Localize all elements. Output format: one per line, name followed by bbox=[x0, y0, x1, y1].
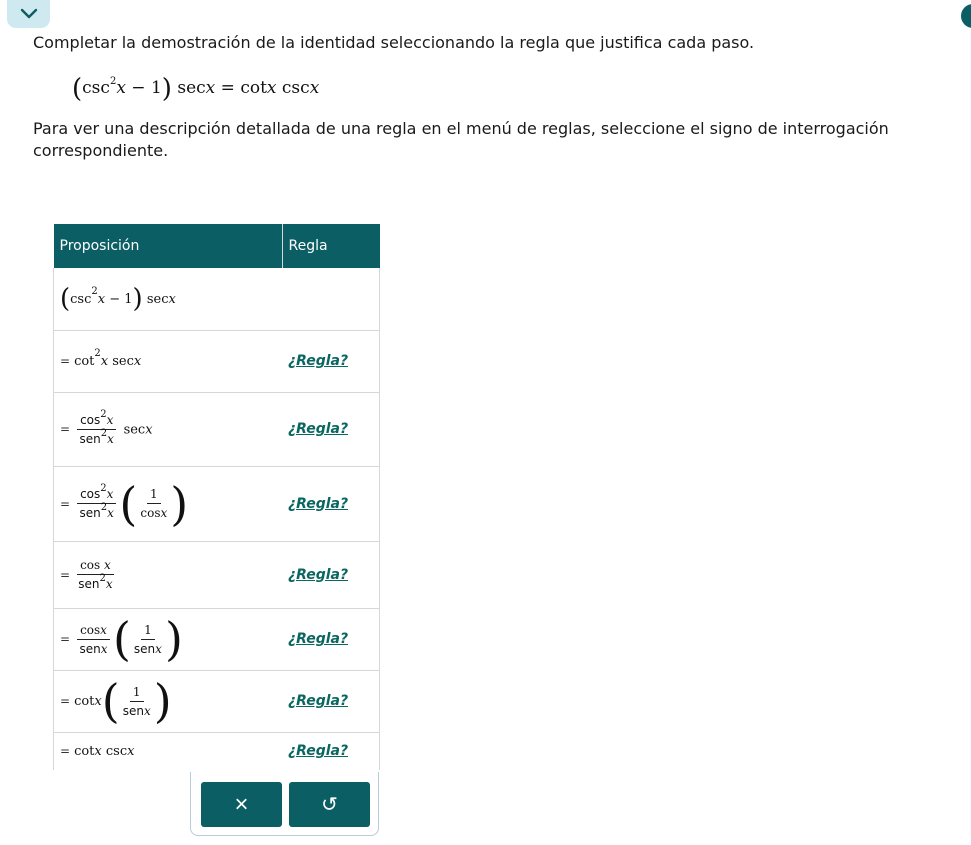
identity-to-prove: $(\csc^2x - 1) \sec x = \cot x$ cscx bbox=[72, 74, 320, 104]
table-row bbox=[54, 330, 380, 392]
rule-cell bbox=[282, 466, 380, 541]
statement-cell: = $\cot^2x$ secx bbox=[54, 330, 283, 392]
statement-cell: $(\csc^2x - 1)$ secx bbox=[54, 268, 283, 330]
table-row bbox=[54, 541, 380, 608]
chevron-down-icon bbox=[20, 8, 38, 20]
rule-cell bbox=[282, 608, 380, 670]
rule-selector-link[interactable]: ¿Regla? bbox=[288, 743, 349, 760]
statement-cell: = $\frac{\cos^2x}{sen^2x}$ ( $\frac{1}{\cos x}$ ) bbox=[54, 466, 283, 541]
statement-cell: = cotx cscx bbox=[54, 732, 283, 770]
collapse-toggle[interactable] bbox=[7, 0, 50, 28]
rule-selector-link[interactable]: ¿Regla? bbox=[288, 495, 349, 512]
statement-cell: = $\frac{\text{cos x}}{sen^2x}$ bbox=[54, 541, 283, 608]
table-row bbox=[54, 268, 380, 330]
close-icon: × bbox=[234, 790, 249, 818]
rule-cell bbox=[282, 732, 380, 770]
statement-cell: = cotx( $\frac{1}{\text{senx}}$ ) bbox=[54, 670, 283, 732]
clear-button[interactable] bbox=[201, 782, 282, 827]
action-bar bbox=[190, 772, 379, 836]
statement-cell: = $\frac{\cos^2x}{sen^2x}$ secx bbox=[54, 392, 283, 466]
table-row bbox=[54, 466, 380, 541]
rule-cell bbox=[282, 392, 380, 466]
statement-cell: = $\frac{\cos x}{\text{senx}}$ ( $\frac{1}{\text{senx}}$ ) bbox=[54, 608, 283, 670]
rule-selector-link[interactable]: ¿Regla? bbox=[288, 566, 349, 583]
rule-selector-link[interactable]: ¿Regla? bbox=[288, 353, 349, 369]
rule-cell bbox=[282, 330, 380, 392]
instruction-text: Completar la demostración de la identidad seleccionando la regla que justifica cada paso. bbox=[33, 33, 755, 52]
side-panel-indicator[interactable] bbox=[961, 4, 971, 28]
table-row bbox=[54, 608, 380, 670]
column-header-rule: Regla bbox=[282, 224, 380, 268]
table-row bbox=[54, 732, 380, 770]
undo-button[interactable] bbox=[289, 782, 370, 827]
column-header-statement: Proposición bbox=[54, 224, 283, 268]
table-row bbox=[54, 670, 380, 732]
proof-table bbox=[53, 224, 380, 770]
rule-selector-link[interactable]: ¿Regla? bbox=[288, 631, 349, 647]
rules-description: Para ver una descripción detallada de una regla en el menú de reglas, seleccione el signo de interrogación correspondiente. bbox=[33, 119, 889, 160]
undo-icon: ↺ bbox=[321, 794, 338, 816]
rule-cell bbox=[282, 541, 380, 608]
rule-cell bbox=[282, 670, 380, 732]
rule-cell-empty bbox=[282, 268, 380, 330]
rule-selector-link[interactable]: ¿Regla? bbox=[288, 421, 349, 437]
rule-selector-link[interactable]: ¿Regla? bbox=[288, 693, 349, 709]
table-row bbox=[54, 392, 380, 466]
